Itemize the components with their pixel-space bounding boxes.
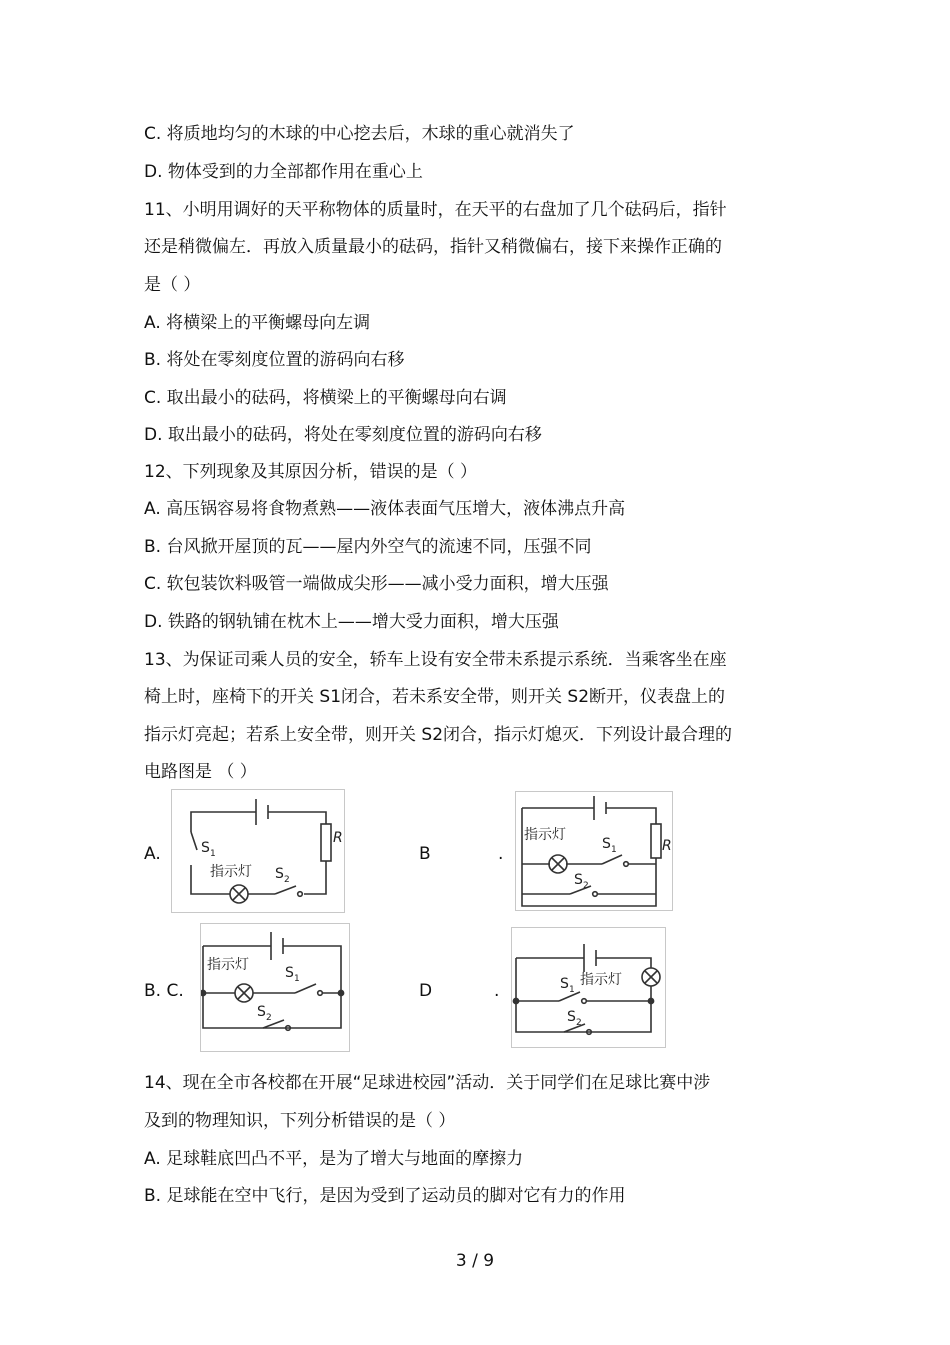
option-a-label: A. (144, 844, 161, 864)
circuit-a-s2-label: S (275, 866, 284, 882)
circuit-b-s1-sub: 1 (611, 845, 617, 855)
circuit-c-s2-label: S (257, 1004, 266, 1020)
q14-option-b: B. 足球能在空中飞行，是因为受到了运动员的脚对它有力的作用 (144, 1186, 626, 1206)
circuit-d-s1-sub: 1 (569, 985, 575, 995)
circuit-a-s1-sub: 1 (210, 849, 216, 859)
option-d-label: D (419, 981, 433, 1001)
q13-stem-line1: 13、为保证司乘人员的安全，轿车上设有安全带未系提示系统．当乘客坐在座 (144, 650, 727, 670)
q14-stem-line1: 14、现在全市各校都在开展“足球进校园”活动．关于同学们在足球比赛中涉 (144, 1073, 711, 1093)
circuit-b-s1-label: S (602, 836, 611, 852)
page-number: 3 / 9 (455, 1251, 495, 1271)
q14-option-a: A. 足球鞋底凹凸不平，是为了增大与地面的摩擦力 (144, 1149, 524, 1169)
circuit-c-s1-sub: 1 (294, 974, 300, 984)
circuit-c-s2-sub: 2 (266, 1013, 272, 1023)
circuit-d-s2-sub: 2 (576, 1018, 582, 1028)
circuit-diagram-d (511, 927, 666, 1048)
circuit-c-lamp-label: 指示灯 (207, 957, 249, 973)
q11-stem-line3: 是（ ） (144, 275, 201, 295)
circuit-b-lamp-label: 指示灯 (524, 827, 566, 843)
q12-option-c: C. 软包装饮料吸管一端做成尖形——减小受力面积，增大压强 (144, 574, 609, 594)
circuit-a-r-label: R (333, 830, 343, 846)
q12-stem: 12、下列现象及其原因分析，错误的是（ ） (144, 462, 478, 482)
q11-stem-line1: 11、小明用调好的天平称物体的质量时，在天平的右盘加了几个砝码后，指针 (144, 200, 727, 220)
circuit-diagram-c (200, 923, 350, 1052)
q14-stem-line2: 及到的物理知识，下列分析错误的是（ ） (144, 1111, 456, 1131)
q11-option-c: C. 取出最小的砝码，将横梁上的平衡螺母向右调 (144, 388, 507, 408)
q11-option-b: B. 将处在零刻度位置的游码向右移 (144, 350, 405, 370)
circuit-b-r-label: R (662, 838, 672, 854)
circuit-d-s2-label: S (567, 1009, 576, 1025)
q13-stem-line2: 椅上时，座椅下的开关 S1闭合，若未系安全带，则开关 S2断开，仪表盘上的 (144, 687, 726, 707)
option-c-label: B. C. (144, 981, 184, 1001)
q11-option-d: D. 取出最小的砝码，将处在零刻度位置的游码向右移 (144, 425, 542, 445)
circuit-diagram-b (515, 791, 673, 911)
q11-option-a: A. 将横梁上的平衡螺母向左调 (144, 313, 371, 333)
circuit-c-s1-label: S (285, 965, 294, 981)
circuit-d-lamp-label: 指示灯 (580, 972, 622, 988)
circuit-d-s1-label: S (560, 976, 569, 992)
circuit-a-lamp-label: 指示灯 (210, 864, 252, 880)
circuit-b-s2-label: S (574, 872, 583, 888)
q10-option-c: C. 将质地均匀的木球的中心挖去后，木球的重心就消失了 (144, 124, 575, 144)
q12-option-a: A. 高压锅容易将食物煮熟——液体表面气压增大，液体沸点升高 (144, 499, 626, 519)
q13-stem-line3: 指示灯亮起；若系上安全带，则开关 S2闭合，指示灯熄灭．下列设计最合理的 (144, 725, 733, 745)
option-b-dot: . (498, 844, 504, 864)
circuit-a-s1-label: S (201, 840, 210, 856)
option-d-dot: . (494, 981, 500, 1001)
q13-stem-line4: 电路图是 （ ） (144, 762, 257, 782)
q12-option-d: D. 铁路的钢轨铺在枕木上——增大受力面积，增大压强 (144, 612, 559, 632)
circuit-b-s2-sub: 2 (583, 881, 589, 891)
q11-stem-line2: 还是稍微偏左．再放入质量最小的砝码，指针又稍微偏右，接下来操作正确的 (144, 237, 722, 257)
circuit-diagram-a (171, 789, 345, 913)
option-b-label: B (419, 844, 431, 864)
q12-option-b: B. 台风掀开屋顶的瓦——屋内外空气的流速不同，压强不同 (144, 537, 592, 557)
q10-option-d: D. 物体受到的力全部都作用在重心上 (144, 162, 423, 182)
circuit-a-s2-sub: 2 (284, 875, 290, 885)
